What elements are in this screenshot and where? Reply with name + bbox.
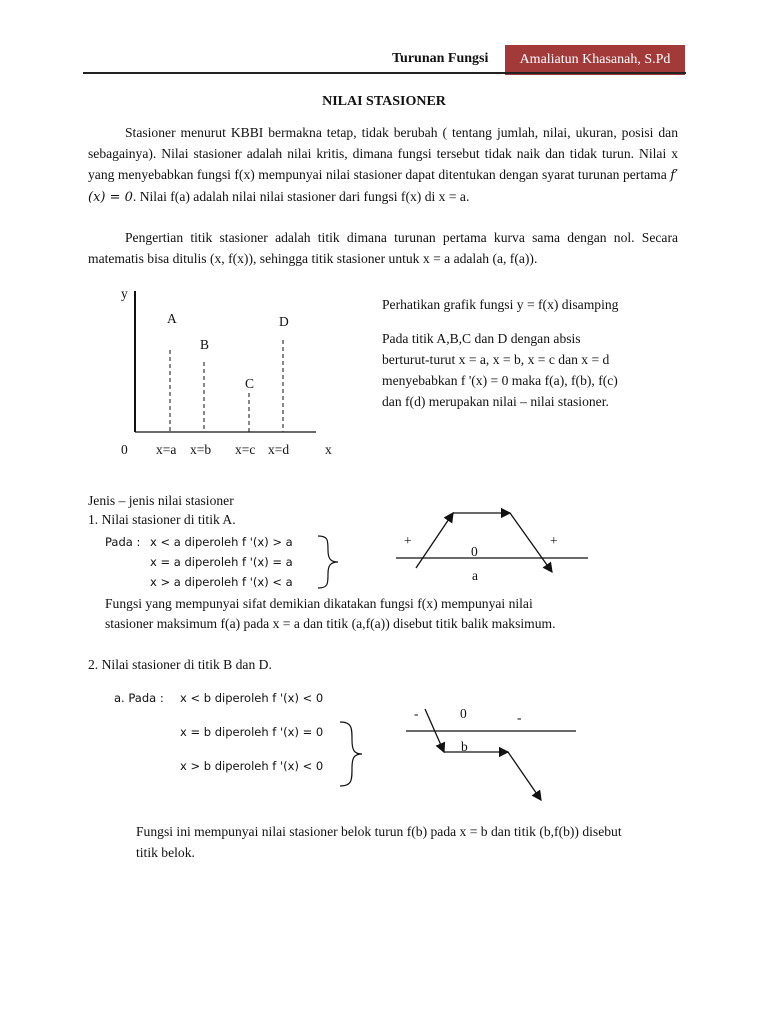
- item2-pada: a. Pada :: [114, 691, 164, 705]
- side-note-line: Pada titik A,B,C dan D dengan absis: [382, 331, 581, 346]
- item2-conclusion: Fungsi ini mempunyai nilai stasioner belok turun f(b) pada x = b dan titik (b,f(b)) disebut: [136, 824, 622, 839]
- infl-falling-arrow-2: [508, 752, 541, 800]
- item2-conclusion: titik belok.: [136, 845, 195, 860]
- brace-item2: [340, 722, 362, 786]
- side-note-line: dan f(d) merupakan nilai – nilai stasioner.: [382, 394, 609, 409]
- point-c-label: C: [245, 376, 255, 391]
- item1-condition: x > a diperoleh f '(x) < a: [150, 575, 293, 589]
- infl-sign-right: -: [517, 710, 522, 725]
- header-author: Amaliatun Khasanah, S.Pd: [505, 45, 685, 75]
- x-axis-label: x: [325, 442, 332, 457]
- tick-x-d: x=d: [268, 442, 290, 457]
- paragraph-stationary-point-text: Pengertian titik stasioner adalah titik dimana turunan pertama kurva sama dengan nol. Secara matematis bisa ditulis (x, f(x)), sehingga titik stasioner untuk x = a adalah (a, f(a)).: [88, 230, 678, 266]
- maximum-sign-diagram: [396, 513, 588, 572]
- max-sign-right: +: [550, 533, 558, 548]
- max-point-label: a: [472, 568, 478, 583]
- infl-zero-label: 0: [460, 706, 467, 721]
- header-title: Turunan Fungsi: [392, 51, 489, 66]
- side-note-line: menyebabkan f '(x) = 0 maka f(a), f(b), f(c): [382, 373, 618, 388]
- origin-label: 0: [121, 442, 128, 457]
- item1-condition: x = a diperoleh f '(x) = a: [150, 555, 293, 569]
- brace-item1: [318, 536, 338, 588]
- paragraph-definition-text: Stasioner menurut KBBI bermakna tetap, tidak berubah ( tentang jumlah, nilai, ukuran, posisi dan sebagainya). Nilai stasioner adalah nilai kritis, dimana fungsi tersebut tidak naik dan tidak turun. Nilai x yang menyebabkan fungsi f(x) mempunyai nilai stasioner dapat ditentukan dengan syarat turunan pertama: [88, 125, 678, 182]
- item1-pada: Pada :: [105, 535, 141, 549]
- inflection-sign-diagram: [406, 709, 576, 800]
- item1-condition: x < a diperoleh f '(x) > a: [150, 535, 293, 549]
- max-sign-left: +: [404, 533, 412, 548]
- page-title: NILAI STASIONER: [322, 94, 446, 109]
- item2-condition: x = b diperoleh f '(x) = 0: [180, 725, 324, 739]
- derivative-formula: f′(x) = 0: [88, 168, 678, 205]
- item1-conclusion: Fungsi yang mempunyai sifat demikian dikatakan fungsi f(x) mempunyai nilai: [105, 596, 533, 611]
- y-axis-label: y: [121, 286, 128, 301]
- item1-conclusion: stasioner maksimum f(a) pada x = a dan titik (a,f(a)) disebut titik balik maksimum.: [105, 616, 556, 631]
- infl-sign-left: -: [414, 706, 419, 721]
- item2-title: 2. Nilai stasioner di titik B dan D.: [88, 657, 272, 672]
- side-note-intro: Perhatikan grafik fungsi y = f(x) disamping: [382, 297, 619, 312]
- tick-x-a: x=a: [156, 442, 177, 457]
- max-zero-label: 0: [471, 544, 478, 559]
- tick-x-c: x=c: [235, 442, 256, 457]
- item2-condition: x > b diperoleh f '(x) < 0: [180, 759, 324, 773]
- point-a-label: A: [167, 311, 177, 326]
- point-b-label: B: [200, 337, 210, 352]
- infl-point-label: b: [461, 739, 468, 754]
- types-heading: Jenis – jenis nilai stasioner: [88, 493, 234, 508]
- paragraph-definition-text-end: . Nilai f(a) adalah nilai nilai stasioner dari fungsi f(x) di x = a.: [132, 189, 470, 204]
- point-d-label: D: [279, 314, 289, 329]
- max-falling-arrow: [510, 513, 552, 572]
- tick-x-b: x=b: [190, 442, 212, 457]
- side-note-line: berturut-turut x = a, x = b, x = c dan x = d: [382, 352, 610, 367]
- item2-condition: x < b diperoleh f '(x) < 0: [180, 691, 324, 705]
- max-rising-arrow: [416, 513, 453, 568]
- item1-title: 1. Nilai stasioner di titik A.: [88, 512, 236, 527]
